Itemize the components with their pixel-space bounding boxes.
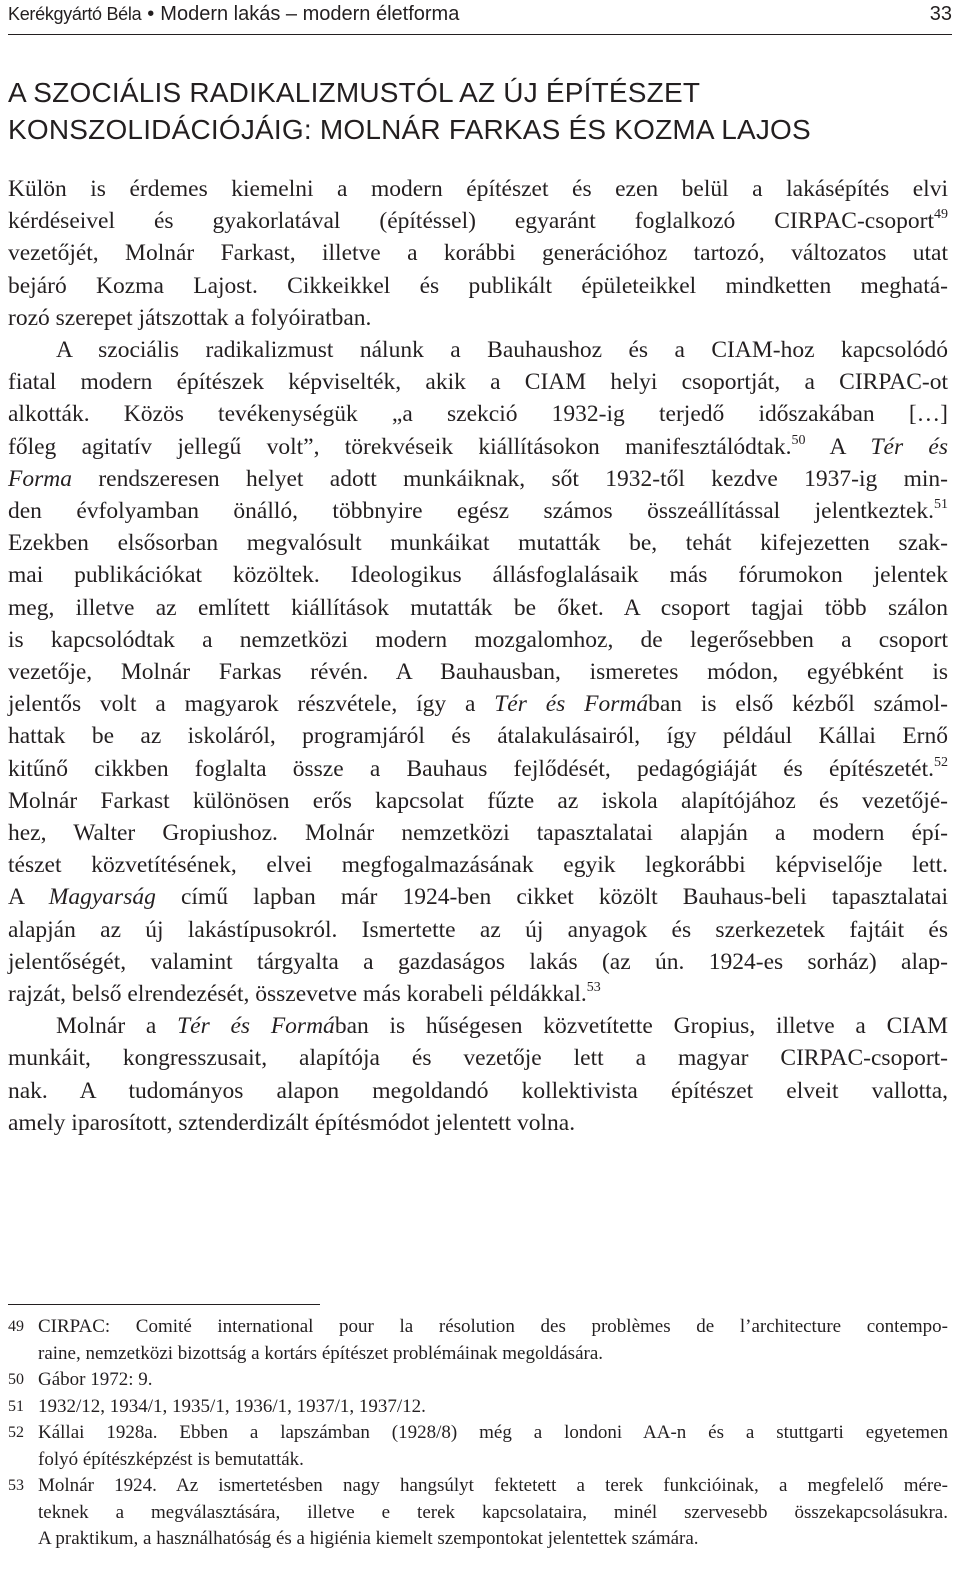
text-line [8,495,948,527]
footnote-ref: 50 [791,432,806,448]
footnote [8,1420,948,1473]
footnote-ref: 51 [934,497,948,513]
footnote [8,1473,948,1553]
footnote-number: 53 [8,1477,24,1494]
text-span: jelentős volt a magyarok részvétele, így a [8,691,495,718]
text-line: Ezekben elsősorban megvalósult munkáikat mutatták be, tehát kifejezetten szak- [8,530,948,557]
text-line: alkották. Közös tevékenységük „a szekció 1932-ig terjedő időszakában […] [8,401,948,428]
text-line: is kapcsolódtak a nemzetközi modern mozgalomhoz, de legerősebben a csoport [8,626,948,653]
journal-title: Tér és Formá [494,691,649,718]
text-line: Molnár Farkast különösen erős kapcsolat fűzte az iskola alapítójához és vezetőjé- [8,787,948,814]
text-line [8,1010,948,1042]
text-line [8,431,948,463]
text-line: hez, Walter Gropiushoz. Molnár nemzetközi tapasztalatai alapján a modern épí- [8,820,948,847]
text-line: nak. A tudományos alapon megoldandó kollektivista építészet elveit vallotta, [8,1077,948,1104]
text-span: A [805,433,871,460]
text-span: rendszeresen helyet adott munkáiknak, sőt 1932-től kezdve 1937-ig min- [71,465,948,492]
text-line [8,688,948,720]
chapter-title-line: KONSZOLIDÁCIÓJÁIG: MOLNÁR FARKAS ÉS KOZMA LAJOS [8,114,811,145]
footnote [8,1394,948,1421]
paragraph [8,1010,948,1139]
text-span: főleg agitatív jellegű volt”, törekvéseik kiállításokon manifesztálódtak. [8,433,792,460]
footnote-line: CIRPAC: Comité international pour la résolution des problèmes de l’architecture contempo- [38,1316,948,1337]
footnote-line: teknek a megválasztására, illetve e terek kapcsolataira, minél szervesebb összekapcsolásukra. [38,1501,948,1523]
text-span: Molnár a [56,1013,178,1040]
footnote-line: raine, nemzetközi bizottság a kortárs építészet problémáinak megoldására. [38,1342,604,1364]
text-line: mai publikációkat közöltek. Ideologikus állásfoglalásaik más fórumokon jelentek [8,562,948,589]
text-span: A [8,884,49,911]
running-head-title: Modern lakás – modern életforma [160,3,460,25]
journal-title: Forma [8,465,72,492]
body-text [8,173,948,1139]
running-head-author: Kerékgyártó Béla [8,4,142,24]
footnote [8,1314,948,1367]
text-span: ban is első kézből számol- [648,691,948,718]
footnote-ref: 49 [934,207,948,223]
text-line [8,753,948,785]
text-line: vezetője, Molnár Farkas révén. A Bauhausban, ismeretes módon, egyébként is [8,659,948,686]
footnote-rule [8,1304,320,1305]
footnote-ref: 53 [586,980,601,996]
paragraph [8,173,948,334]
text-line: Külön is érdemes kiemelni a modern építészet és ezen belül a lakásépítés elvi [8,176,948,202]
text-line [8,978,948,1010]
page-number: 33 [929,3,952,25]
text-line: bejáró Kozma Lajost. Cikkeikkel és publikált épületeikkel mindketten meghatá- [8,272,948,299]
footnote-number: 51 [8,1397,24,1415]
text-line: A szociális radikalizmust nálunk a Bauhaushoz és a CIAM-hoz kapcsolódó [56,337,948,364]
text-line: fiatal modern építészek képviselték, akik a CIAM helyi csoportját, a CIRPAC-ot [8,369,948,396]
text-line [8,463,948,495]
footnote-line: Gábor 1972: 9. [38,1369,153,1390]
text-line: munkáit, kongresszusait, alapítója és vezetője lett a magyar CIRPAC-csoport- [8,1045,948,1072]
footnote-number: 50 [8,1371,24,1388]
footnote-number: 52 [8,1424,24,1441]
text-line: alapján az új lakástípusokról. Ismertette az új anyagok és szerkezetek fajtáit és [8,916,948,943]
text-span: den évfolyamban önálló, többnyire egész számos összeállítással jelentkeztek. [8,498,934,525]
text-line [8,205,948,237]
text-span: című lapban már 1924-ben cikket közölt Bauhaus-beli tapasztalatai [155,884,948,911]
newspaper-title: Magyarság [48,884,156,911]
footnote-line: A praktikum, a használhatóság és a higiénia kiemelt szempontokat jelentettek számára. [38,1528,699,1549]
text-line: rozó szerepet játszottak a folyóiratban. [8,304,372,331]
text-span: rajzát, belső elrendezését, összevetve más korabeli példákkal. [8,981,587,1008]
footnote-ref: 52 [934,754,948,770]
footnote-number: 49 [8,1318,24,1335]
text-line: amely iparosított, sztenderdizált építésmódot jelentett volna. [8,1109,576,1136]
text-line: tészet közvetítésének, elvei megfogalmazásának egyik legkorábbi képviselője lett. [8,852,948,879]
text-line [8,881,948,913]
text-span: kitűnő cikkben foglalta össze a Bauhaus fejlődését, pedagógiáját és építészetét. [8,755,934,782]
journal-title: Tér és Formá [177,1013,335,1040]
text-line: meg, illetve az említett kiállítások mutatták be őket. A csoport tagjai több szálon [8,594,948,621]
text-line: vezetőjét, Molnár Farkast, illetve a korábbi generációhoz tartozó, változatos utat [8,240,948,267]
footnote-line: folyó építészképzést is bemutatták. [38,1448,304,1470]
text-span: ban is hűségesen közvetítette Gropius, illetve a CIAM [334,1013,948,1040]
footnote-line: 1932/12, 1934/1, 1935/1, 1936/1, 1937/1, 1937/12. [38,1395,426,1417]
paragraph [8,334,948,1010]
footnote-line: Molnár 1924. Az ismertetésben nagy hangsúlyt fektetett a terek funkcióinak, a megfelelő mére- [38,1475,948,1496]
text-line: jelentőségét, valamint tárgyalta a gazdaságos lakás (az ún. 1924-es sorház) alap- [8,948,948,975]
chapter-title-line: A SZOCIÁLIS RADIKALIZMUSTÓL AZ ÚJ ÉPÍTÉSZET [8,77,701,108]
header-rule [8,34,952,35]
chapter-title [8,74,940,148]
running-head-bullet: • [147,3,155,25]
footnote-line: Kállai 1928a. Ebben a lapszámban (1928/8) még a londoni AA-n és a stuttgarti egyetemen [38,1422,948,1443]
text-line: hattak be az iskoláról, programjáról és átalakulásairól, így például Kállai Ernő [8,723,948,750]
running-head [8,0,952,30]
footnote [8,1367,948,1394]
journal-title: Tér és [870,433,948,460]
footnotes [8,1314,948,1553]
text-span: kérdéseivel és gyakorlatával (építéssel) egyaránt foglalkozó CIRPAC-csoport [8,208,934,235]
